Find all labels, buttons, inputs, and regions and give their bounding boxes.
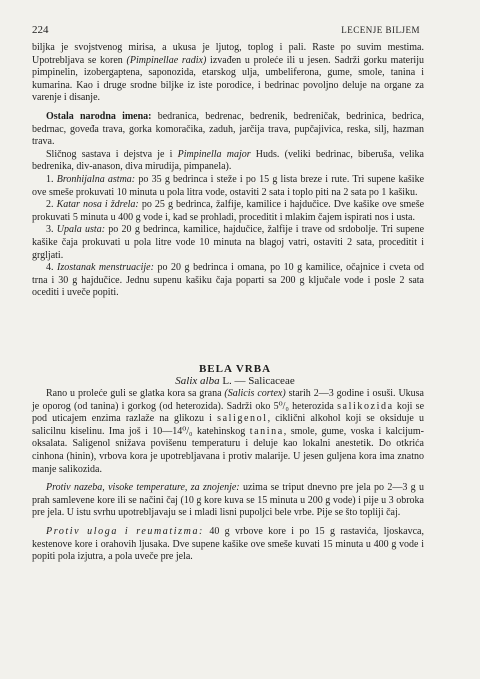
- other-names-label: Ostala narodna imena:: [46, 110, 152, 122]
- page-header: [32, 24, 420, 36]
- other-names-paragraph: Ostala narodna imena: bedranica, bedrenac, bedrenik, bedreničak, bedrinica, bedrica, bedrnac, goveđa trava, gorka komoračika, zaduh, jarčija trava, pupčajivica, reska, silj, hazman trava.: [32, 110, 424, 148]
- intro-paragraph: biljka je svojstvenog mirisa, a ukusa je ljutog, toplog i pali. Raste po suvim mestima. Upotrebljava se koren (Pimpinellae radix) izvađen u proleće ili u jesen. Sadrži gorku materiju pimpinelin, izobergaptena, saponozida, etarskog ulja, umbeliferona, gume, smole, tanina i kumarina. Kao i druge srodne biljke iz iste porodice, i bedrinac povoljno deluje na organe za varenje i disanje.: [32, 42, 424, 104]
- section-latin-name: Salix alba L. — Salicaceae: [175, 375, 295, 388]
- section-title: BELA VRBA: [198, 362, 272, 375]
- recipe-item: 1. Bronhijalna astma: po 35 g bedrinca i steže i po 15 g lista breze i rute. Tri supene kašike ove smeše prokuvati 10 minuta u pola litra vode, ostaviti 2 sata i toplo piti na 2 sata po 1 kašiku.: [32, 173, 425, 198]
- remedy-paragraph: Protiv nazeba, visoke temperature, za znojenje: uzima se triput dnevno pre jela po 2—3 g u prah samlevene kore ili se načini čaj (10 g kore kuva se 15 minuta u 200 g vode) i pije u 3 obroka pre jela. U istu svrhu upotrebljavaju se i mladi lisni pupoljci bele vrbe. Pije se što topliji čaj.: [32, 482, 424, 519]
- page-number: 224: [32, 24, 49, 36]
- page-body: [32, 42, 424, 564]
- running-title: LECENJE BILJEM: [341, 25, 420, 35]
- description-paragraph: Rano u proleće guli se glatka kora sa grana (Salicis cortex) starih 2—3 godine i osuši. Ukusa je oporog (od tanina) i gorkog (od heterozida). Sadrži oko 5⁰/₀ heterozida salikozida koji se pod uticajem enzima razlaže na glikozu i saligenol, ciklični alkohol koji se oksiduje u salicilnu kiselinu. Ima još i 10—14⁰/₀ katehinskog tanina, smole, gume, voska i kalcijum-oksalata. Saligenol snižava povišenu temperaturu i deluje kao lokalni anestetik. Do otkrića cinhona (hinin), vrbova kora je upotrebljavana i protiv malarije. U jesen guljena kora ima znatno manje salikozida.: [32, 388, 425, 475]
- recipe-item: 4. Izostanak menstruacije: po 20 g bedrinca i omana, po 10 g kamilice, očajnice i cveta od trna i 30 g hajdučice. Jednu supenu kašiku čaja poparti sa 200 g ključale vode i posle 2 sata ocediti i uveče popiti.: [32, 262, 424, 299]
- remedy-paragraph: Protiv uloga i reumatizma: 40 g vrbove kore i po 15 g rastavića, ljoskavca, kestenove kore i orahovih ljusaka. Dve supene kašike ove smeše kuvati 15 minuta u 400 g vode i popiti pola izjutra, a pola uveče pre jela.: [32, 526, 424, 563]
- similar-paragraph: Sličnog sastava i dejstva je i Pimpinella major Huds. (veliki bedrinac, biberuša, velika bedrenika, div-anason, diva mirudija, pimpanela).: [32, 148, 425, 173]
- recipe-item: 3. Upala usta: po 20 g bedrinca, kamilice, hajdučice, žalfije i trave od srdobolje. Tri supene kašike čaja prokuvati u pola litre vode 10 minuta na blagoj vatri, ostaviti 2 sata, proceditit i grgljati.: [32, 224, 425, 261]
- recipe-item: 2. Katar nosa i ždrela: po 25 g bedrinca, žalfije, kamilice i hajdučice. Dve kašike ove smeše prokuvati 5 minuta u 400 g vode i, kad se prohladi, proceditit i mlakim čajem ispirati nos i usta.: [32, 199, 425, 223]
